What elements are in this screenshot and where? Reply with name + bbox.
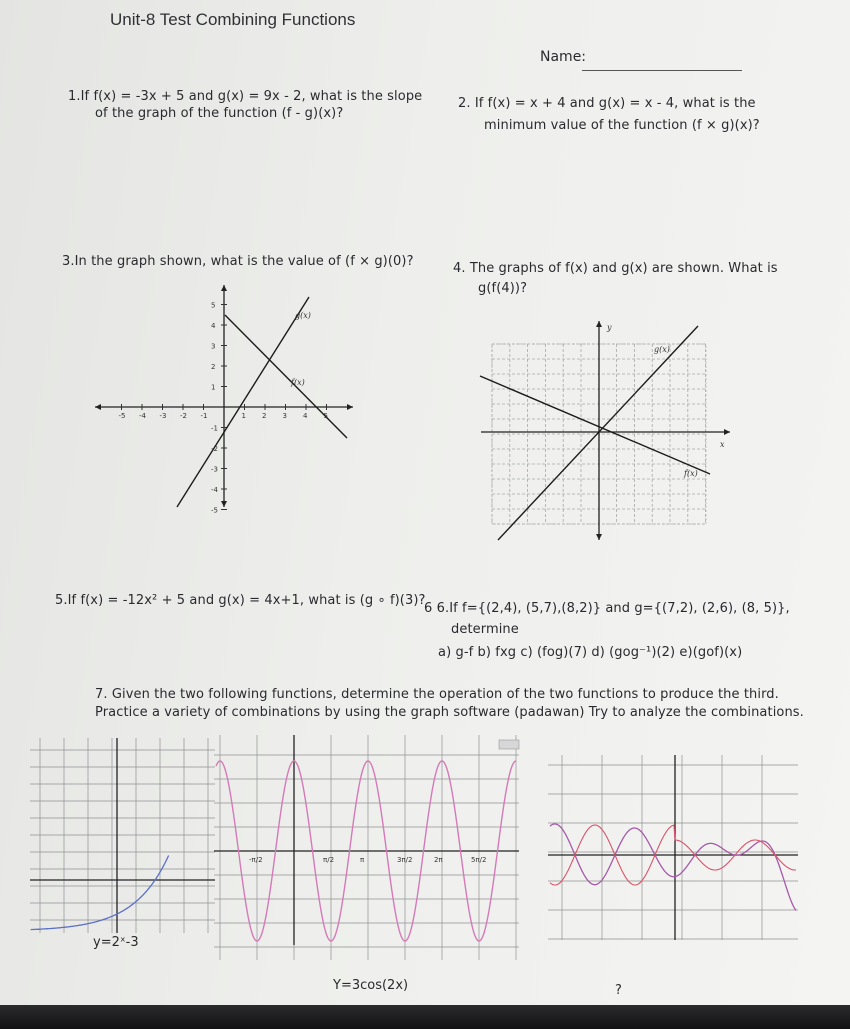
- q4-y-axis-label: y: [607, 323, 612, 332]
- cos-x-tick-label: π/2: [323, 856, 335, 864]
- q3-y-tick-label: 4: [211, 322, 216, 330]
- f-line-label: f(x): [291, 378, 305, 387]
- q3-y-tick-label: -4: [211, 486, 218, 494]
- q3-y-axis: [221, 285, 227, 507]
- q3-x-tick-label: 4: [303, 412, 308, 420]
- result-curve: [550, 824, 796, 910]
- name-field-line: [582, 70, 742, 71]
- result-graph: [548, 755, 798, 940]
- q3-y-tick-label: -3: [211, 465, 218, 474]
- cos-x-tick-label: -π/2: [249, 856, 263, 864]
- q3-x-tick-label: -4: [139, 412, 146, 420]
- cosine-graph: [214, 735, 524, 965]
- question-4-line-1: 4. The graphs of f(x) and g(x) are shown. What is: [453, 261, 778, 276]
- question-3: 3.In the graph shown, what is the value of (f × g)(0)?: [62, 254, 414, 269]
- q3-y-tick-label: -2: [211, 445, 218, 453]
- q3-x-tick-label: -5: [118, 412, 126, 420]
- question-2-line-1: 2. If f(x) = x + 4 and g(x) = x - 4, what is the: [458, 96, 756, 111]
- graph-window-button: [499, 740, 519, 749]
- name-label: Name:: [540, 49, 587, 65]
- g-line-label: g(x): [654, 345, 670, 354]
- q3-x-tick-label: -3: [159, 412, 167, 420]
- q3-x-tick-label: 2: [262, 412, 267, 420]
- q3-y-tick-label: 3: [211, 342, 216, 351]
- question-7-line-1: 7. Given the two following functions, determine the operation of the two functions to produce the third.: [95, 687, 779, 702]
- question-4-line-2: g(f(4))?: [478, 281, 528, 296]
- cosine-caption: Y=3cos(2x): [333, 978, 409, 993]
- question-5: 5.If f(x) = -12x² + 5 and g(x) = 4x+1, what is (g ∘ f)(3)?: [55, 593, 426, 608]
- q3-x-tick-label: 1: [241, 412, 246, 420]
- question-1-line-2: of the graph of the function (f - g)(x)?: [95, 106, 344, 121]
- monitor-bezel: [0, 1005, 850, 1029]
- question-3-graph: [95, 285, 355, 515]
- q3-y-tick-label: 2: [211, 363, 216, 371]
- q3-x-tick-label: -2: [180, 412, 187, 420]
- q3-x-tick-label: 5: [323, 412, 328, 420]
- f-line: [480, 376, 710, 474]
- q3-y-tick-label: 1: [211, 383, 216, 392]
- question-6-line-2: determine: [451, 622, 519, 637]
- g-line: [498, 326, 698, 540]
- q3-x-tick-label: 3: [282, 412, 287, 420]
- result-caption: ?: [615, 983, 622, 998]
- question-6-line-3: a) g-f b) fxg c) (fog)(7) d) (gog⁻¹)(2) e)(gof)(x): [438, 645, 743, 660]
- q3-x-tick-label: -1: [200, 412, 208, 420]
- question-2-line-2: minimum value of the function (f × g)(x)?: [484, 118, 760, 133]
- cos-x-tick-label: 5π/2: [471, 856, 487, 864]
- exponential-caption: y=2ˣ-3: [93, 935, 139, 950]
- q3-y-tick-label: 5: [211, 301, 216, 310]
- q4-x-axis-label: x: [720, 440, 725, 449]
- question-7-line-2: Practice a variety of combinations by using the graph software (padawan) Try to analyze the combinations.: [95, 705, 804, 720]
- q3-y-tick-label: -1: [211, 424, 218, 433]
- q3-y-tick-label: -5: [211, 506, 218, 515]
- g-line: [177, 297, 309, 507]
- cos-x-tick-label: π: [360, 856, 365, 864]
- cos-x-tick-label: 3π/2: [397, 856, 413, 864]
- f-line-label: f(x): [684, 469, 698, 478]
- exponential-graph: [30, 738, 215, 933]
- question-6-line-1: 6 6.If f={(2,4), (5,7),(8,2)} and g={(7,2), (2,6), (8, 5)},: [424, 601, 790, 616]
- question-4-graph: [476, 318, 731, 543]
- exponential-curve: [31, 856, 169, 930]
- cos-x-tick-label: 2π: [434, 856, 443, 864]
- page-title: Unit-8 Test Combining Functions: [110, 10, 356, 29]
- question-1-line-1: 1.If f(x) = -3x + 5 and g(x) = 9x - 2, what is the slope: [68, 89, 423, 104]
- g-line-label: g(x): [295, 311, 311, 320]
